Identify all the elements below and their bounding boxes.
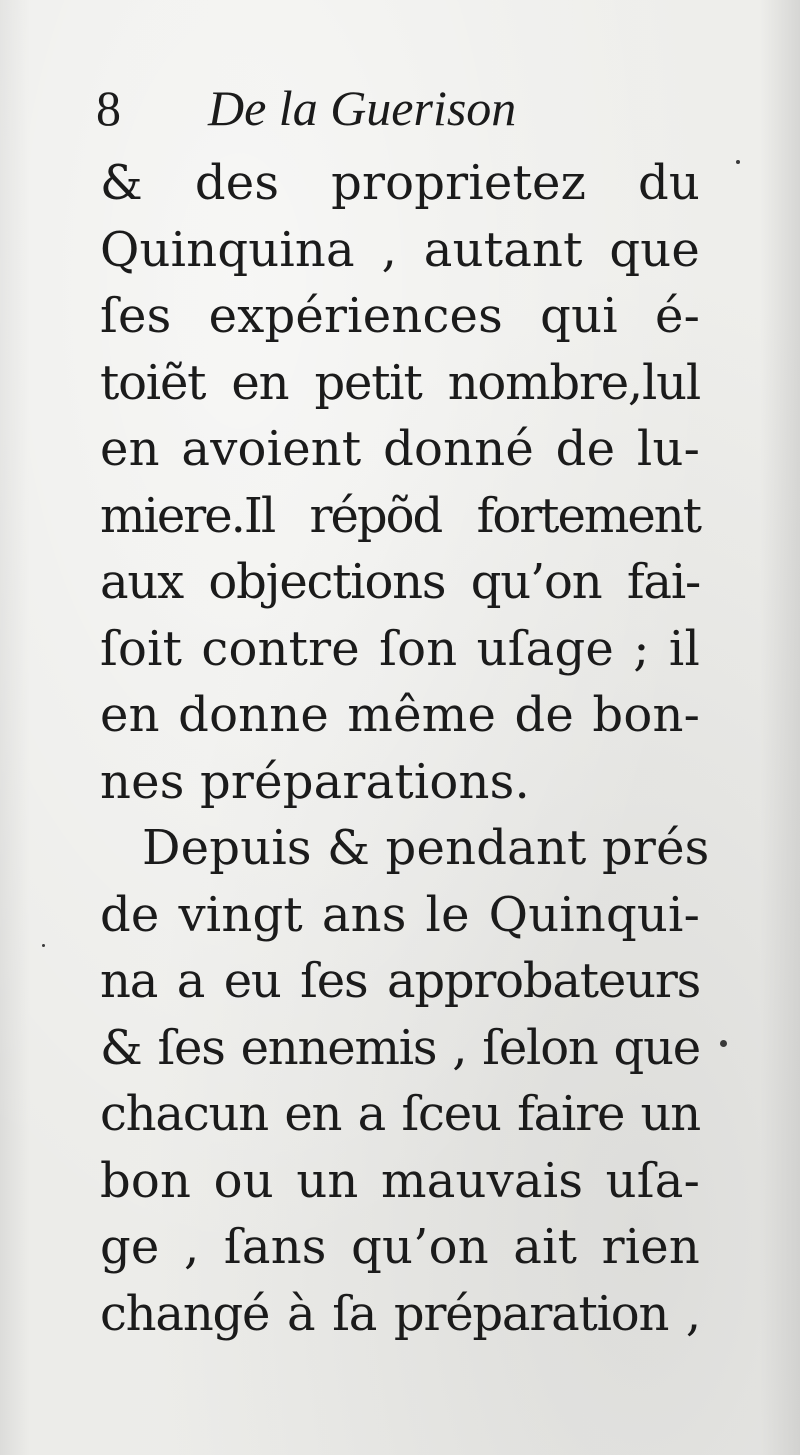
running-head: De la Guerison bbox=[208, 80, 517, 136]
ink-speck bbox=[720, 1040, 727, 1047]
paragraph-1 bbox=[100, 150, 720, 815]
text-line: ſes expériences qui é- bbox=[100, 288, 700, 344]
text-line: miere.Il répõd fortement bbox=[100, 487, 700, 544]
text-line: bon ou un mauvais uſa- bbox=[100, 1152, 700, 1209]
text-line: de vingt ans le Quinqui- bbox=[100, 886, 700, 943]
text-line: aux objections qu’on fai- bbox=[100, 554, 700, 610]
page-header bbox=[96, 78, 716, 138]
text-line: changé à ſa préparation , bbox=[100, 1285, 700, 1342]
text-line: ge , ſans qu’on ait rien bbox=[100, 1219, 700, 1275]
text-line: & ſes ennemis , ſelon que bbox=[100, 1019, 700, 1076]
text-line: en avoient donné de lu- bbox=[100, 421, 700, 477]
text-line: en donne même de bon- bbox=[100, 687, 700, 743]
text-line: toiẽt en petit nombre,lul bbox=[100, 354, 700, 411]
text-line: Quinquina , autant que bbox=[100, 221, 700, 278]
text-line: na a eu ſes approbateurs bbox=[100, 953, 700, 1009]
page-number: 8 bbox=[96, 80, 121, 136]
body-text bbox=[100, 150, 720, 1347]
ink-speck bbox=[42, 944, 45, 947]
text-line: Depuis & pendant prés bbox=[142, 820, 710, 876]
ink-speck bbox=[736, 160, 740, 164]
text-line: & des proprietez du bbox=[100, 155, 700, 211]
paragraph-2 bbox=[100, 815, 720, 1347]
text-line: nes préparations. bbox=[100, 753, 530, 810]
text-line: ſoit contre ſon uſage ; il bbox=[100, 620, 700, 677]
text-line: chacun en a ſceu faire un bbox=[100, 1086, 700, 1142]
